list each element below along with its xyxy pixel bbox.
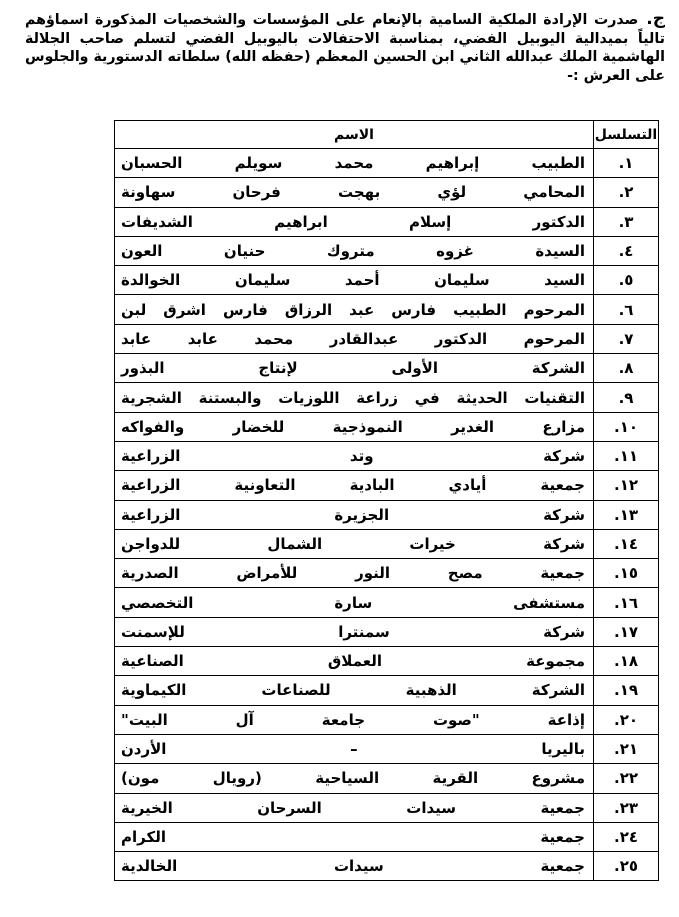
serial-number-cell: ١٣. <box>594 500 659 529</box>
serial-number-cell: ١١. <box>594 441 659 470</box>
name-column-header: الاسم <box>115 121 594 149</box>
table-row <box>115 734 659 763</box>
serial-number-cell: ٢٥. <box>594 852 659 881</box>
honoree-name-cell: جمعية أيادي البادية التعاونية الزراعية <box>115 471 594 500</box>
honoree-name-cell: جمعية سيدات الخالدية <box>115 852 594 881</box>
serial-number-cell: ٤. <box>594 236 659 265</box>
table-row <box>115 764 659 793</box>
table-row <box>115 588 659 617</box>
honoree-name-cell: الطبيب إبراهيم محمد سويلم الحسبان <box>115 149 594 178</box>
honoree-name-cell: شركة وتد الزراعية <box>115 441 594 470</box>
table-row <box>115 822 659 851</box>
serial-number-cell: ١٧. <box>594 617 659 646</box>
table-row <box>115 676 659 705</box>
serial-number-cell: ٧. <box>594 324 659 353</box>
serial-number-cell: ١٤. <box>594 529 659 558</box>
table-row <box>115 852 659 881</box>
honoree-name-cell: جمعية سيدات السرحان الخيرية <box>115 793 594 822</box>
table-row <box>115 705 659 734</box>
serial-number-cell: ١٦. <box>594 588 659 617</box>
table-row <box>115 617 659 646</box>
intro-text: صدرت الإرادة الملكية السامية بالإنعام على المؤسسات والشخصيات المذكورة اسماؤهم تالياً بميدالية اليوبيل الفضي، بمناسبة الاحتفالات باليوبيل الفضي لتسلم صاحب الجلالة الهاشمية الملك عبدالله الثاني ابن الحسين المعظم (حفظه الله) سلطاته الدستورية والجلوس على العرش :- <box>25 12 665 84</box>
intro-paragraph <box>25 10 665 85</box>
honoree-name-cell: الشركة الأولى لإنتاج البذور <box>115 354 594 383</box>
serial-number-cell: ١. <box>594 149 659 178</box>
table-row <box>115 354 659 383</box>
table-row <box>115 324 659 353</box>
serial-number-cell: ١٩. <box>594 676 659 705</box>
table-header-row <box>115 121 659 149</box>
serial-number-cell: ٢٤. <box>594 822 659 851</box>
honoree-name-cell: مستشفى سارة التخصصي <box>115 588 594 617</box>
serial-number-cell: ٢٢. <box>594 764 659 793</box>
table-row <box>115 295 659 324</box>
honoree-name-cell: السيدة غزوه متروك حنيان العون <box>115 236 594 265</box>
table-row <box>115 559 659 588</box>
honoree-name-cell: المرحوم الطبيب فارس عبد الرزاق فارس اشرق لبن <box>115 295 594 324</box>
table-row <box>115 236 659 265</box>
serial-number-cell: ٢. <box>594 178 659 207</box>
table-row <box>115 149 659 178</box>
honoree-name-cell: المرحوم الدكتور عبدالقادر محمد عابد عابد <box>115 324 594 353</box>
honoree-name-cell: السيد سليمان أحمد سليمان الخوالدة <box>115 266 594 295</box>
table-row <box>115 412 659 441</box>
table-row <box>115 266 659 295</box>
table-body <box>115 149 659 881</box>
serial-number-cell: ١٢. <box>594 471 659 500</box>
serial-number-cell: ٦. <box>594 295 659 324</box>
honoree-name-cell: شركة سمنترا للإسمنت <box>115 617 594 646</box>
serial-number-cell: ١٨. <box>594 647 659 676</box>
honoree-name-cell: التقنيات الحديثة في زراعة اللوزيات والبستنة الشجرية <box>115 383 594 412</box>
serial-number-cell: ١٥. <box>594 559 659 588</box>
table-row <box>115 383 659 412</box>
honoree-name-cell: جمعية الكرام <box>115 822 594 851</box>
serial-number-cell: ٢١. <box>594 734 659 763</box>
honorees-table <box>114 120 659 881</box>
honoree-name-cell: شركة الجزيرة الزراعية <box>115 500 594 529</box>
honoree-name-cell: شركة خيرات الشمال للدواجن <box>115 529 594 558</box>
section-marker: ج. <box>646 9 665 29</box>
serial-number-cell: ٨. <box>594 354 659 383</box>
honoree-name-cell: مجموعة العملاق الصناعية <box>115 647 594 676</box>
table-row <box>115 793 659 822</box>
honoree-name-cell: المحامي لؤي بهجت فرحان سهاونة <box>115 178 594 207</box>
serial-number-cell: ١٠. <box>594 412 659 441</box>
serial-column-header: التسلسل <box>594 121 659 149</box>
honoree-name-cell: الشركة الذهبية للصناعات الكيماوية <box>115 676 594 705</box>
table-row <box>115 647 659 676</box>
honoree-name-cell: إذاعة "صوت جامعة آل البيت" <box>115 705 594 734</box>
table-row <box>115 471 659 500</box>
table-row <box>115 178 659 207</box>
table-row <box>115 441 659 470</box>
serial-number-cell: ٢٠. <box>594 705 659 734</box>
serial-number-cell: ٢٣. <box>594 793 659 822</box>
table-row <box>115 500 659 529</box>
serial-number-cell: ٩. <box>594 383 659 412</box>
honoree-name-cell: باليريا – الأردن <box>115 734 594 763</box>
honoree-name-cell: مزارع الغدير النموذجية للخضار والفواكه <box>115 412 594 441</box>
honoree-name-cell: الدكتور إسلام ابراهيم الشديفات <box>115 207 594 236</box>
table-row <box>115 529 659 558</box>
honoree-name-cell: مشروع القرية السياحية (رويال مون) <box>115 764 594 793</box>
serial-number-cell: ٥. <box>594 266 659 295</box>
serial-number-cell: ٣. <box>594 207 659 236</box>
table-row <box>115 207 659 236</box>
honoree-name-cell: جمعية مصح النور للأمراض الصدرية <box>115 559 594 588</box>
